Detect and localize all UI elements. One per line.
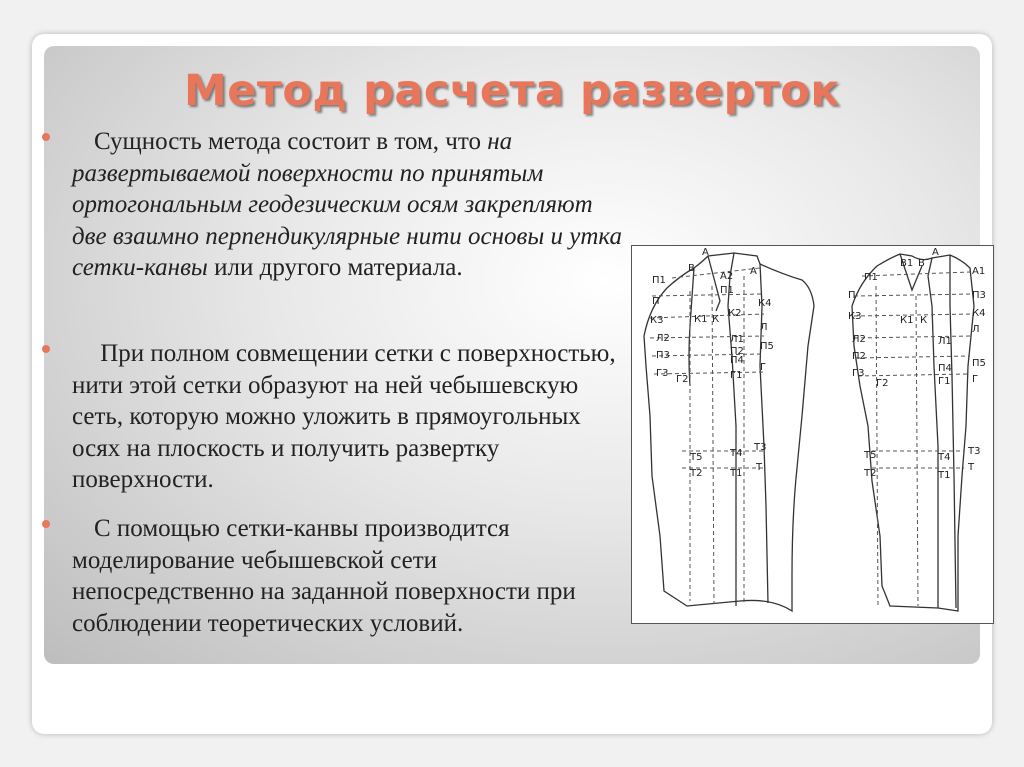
bullet-item-2	[72, 338, 624, 496]
bullet-1-text-start: Сущность метода состоит в том, что	[94, 128, 488, 155]
left-grid-line	[654, 372, 764, 374]
fig-label: Л2	[852, 334, 866, 345]
left-grid-line	[652, 294, 762, 296]
fig-label: Т5	[690, 452, 703, 463]
fig-label: Л1	[730, 334, 744, 345]
fig-label: Г3	[852, 368, 865, 379]
fig-label: Г1	[938, 376, 951, 387]
fig-label: В1	[900, 258, 914, 269]
fig-label: А	[932, 247, 939, 258]
bullet-1-text-end: или другого материала.	[207, 254, 463, 281]
right-grid-line	[862, 272, 970, 276]
fig-label: П	[652, 296, 660, 307]
fig-label: Г	[760, 362, 767, 373]
right-garment-dart	[928, 258, 938, 608]
fig-label: П2	[730, 346, 744, 357]
garment-pattern-figure	[631, 245, 994, 624]
fig-label: Г	[972, 374, 979, 385]
fig-label: Т1	[938, 470, 951, 481]
fig-label: Г3	[656, 368, 669, 379]
fig-label: Т2	[864, 468, 877, 479]
bullet-dot	[42, 520, 50, 528]
fig-label: П5	[760, 341, 774, 352]
fig-label: К3	[848, 311, 862, 322]
fig-label: Т3	[754, 442, 767, 453]
fig-label: П4	[730, 355, 744, 366]
fig-label: Т2	[690, 468, 703, 479]
left-garment-outline	[644, 253, 814, 611]
fig-label: К2	[728, 308, 742, 319]
fig-label: А	[750, 266, 757, 277]
fig-label: К4	[972, 308, 986, 319]
fig-label: Т4	[938, 452, 951, 463]
bullet-3-text: С помощью сетки-канвы производится моделирование чебышевской сети непосредственно на заданной поверхности при соблюдении теоретических условий.	[72, 515, 576, 637]
fig-label: П3	[972, 290, 986, 301]
right-grid-line	[856, 356, 970, 358]
fig-label: К1	[900, 315, 914, 326]
slide-title: Метод расчета разверток	[183, 66, 841, 116]
bullet-dot	[42, 133, 50, 141]
right-garment-inner	[950, 255, 956, 608]
fig-label: П2	[852, 351, 866, 362]
fig-label: П1	[720, 285, 734, 296]
bullet-item-1	[72, 126, 624, 284]
right-grid-line	[858, 374, 970, 376]
fig-label: Т	[756, 462, 763, 473]
garment-pattern-drawing	[632, 246, 993, 623]
fig-label: А1	[972, 266, 986, 277]
fig-label: Т1	[730, 468, 743, 479]
fig-label: П1	[652, 275, 666, 286]
fig-label: П5	[972, 358, 986, 369]
left-garment-front	[728, 253, 736, 606]
fig-label: Т	[968, 462, 975, 473]
fig-label: Т5	[864, 450, 877, 461]
fig-label: К3	[650, 315, 664, 326]
fig-label: А	[702, 247, 709, 258]
fig-label: В	[688, 263, 695, 274]
fig-label: Л	[972, 324, 980, 335]
fig-label: Л	[760, 322, 768, 333]
fig-label: Т4	[730, 448, 743, 459]
fig-label: Г1	[730, 370, 743, 381]
bullet-item-3	[72, 513, 624, 639]
fig-label: К1	[694, 314, 708, 325]
left-garment-inner	[708, 256, 720, 311]
fig-label: Т3	[968, 446, 981, 457]
fig-label: П	[848, 290, 856, 301]
left-garment-side	[760, 264, 768, 603]
fig-label: В	[918, 258, 925, 269]
fig-label: П3	[656, 350, 670, 361]
right-grid-line	[854, 294, 972, 296]
right-grid-line	[854, 336, 970, 338]
fig-label: К	[712, 314, 720, 325]
fig-label: Л1	[938, 336, 952, 347]
bullet-1-text-italic: на развертываемой поверхности по принятым ортогональным геодезическим осям закрепляют две взаимно перпендикулярные нити основы и утка сетки-канвы	[72, 128, 622, 281]
bullet-dot	[42, 345, 50, 353]
fig-label: К	[920, 315, 928, 326]
left-grid-line	[712, 286, 714, 604]
right-grid-line	[876, 286, 878, 606]
fig-label: П1	[864, 272, 878, 283]
fig-label: П4	[938, 363, 952, 374]
fig-label: Г2	[876, 378, 889, 389]
fig-label: Л2	[656, 333, 670, 344]
fig-label: Г2	[676, 374, 689, 385]
fig-label: А2	[720, 271, 734, 282]
fig-label: К4	[758, 298, 772, 309]
bullet-2-text: При полном совмещении сетки с поверхностью, нити этой сетки образуют на ней чебышевскую сеть, которую можно уложить в прямоугольных осях на плоскость и получить развертку поверхности.	[72, 340, 616, 493]
